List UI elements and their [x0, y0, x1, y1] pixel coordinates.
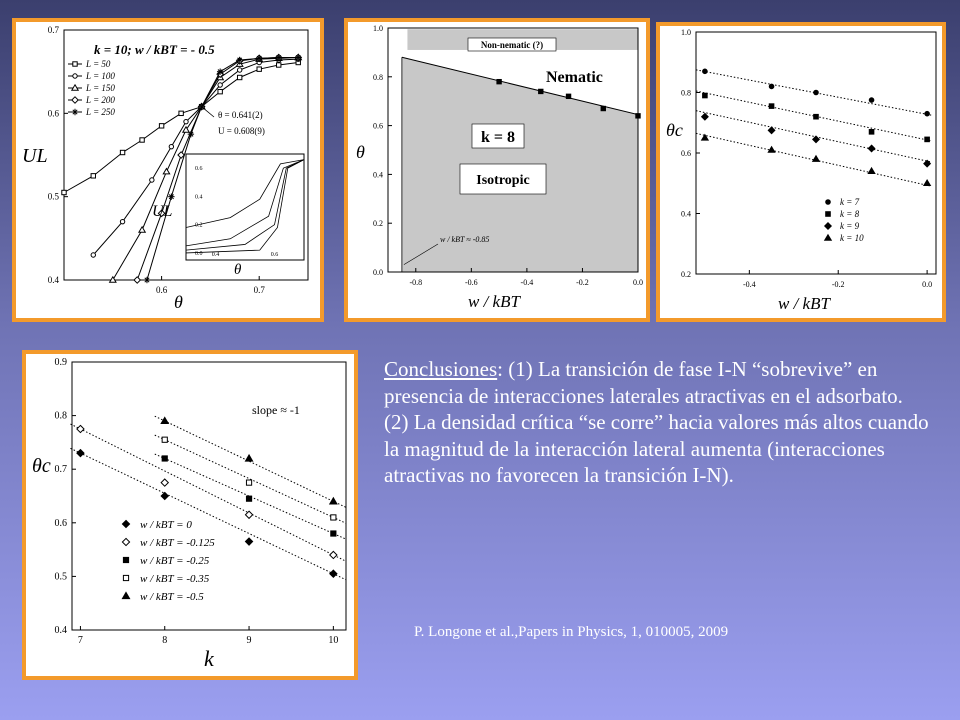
conclusion-point-1: : (1) La transición de fase I-N “sobrevive” en presencia de interacciones laterales atractivas en el adsorbato.	[384, 357, 903, 408]
phase-diagram-chart	[348, 22, 646, 318]
legend-label: L = 100	[86, 71, 115, 81]
data-point	[868, 145, 875, 152]
x-axis-label: w / kBT	[468, 292, 520, 311]
x-axis-label: k	[204, 646, 214, 671]
x-axis-tick-label: 0.0	[922, 280, 933, 289]
y-axis-tick-label: 0.9	[54, 357, 67, 368]
data-point	[162, 456, 167, 461]
critical-density-vs-interaction-chart	[660, 26, 942, 318]
legend-label: L = 200	[86, 95, 115, 105]
series-point	[140, 138, 144, 142]
y-axis-tick-label: 0.4	[47, 275, 59, 285]
y-axis-label: θ	[356, 142, 365, 162]
data-point	[161, 417, 168, 423]
inset-y-tick-label: 0.4	[195, 194, 203, 201]
k-label: k = 8	[480, 129, 516, 146]
phase-diagram-panel	[344, 18, 650, 322]
data-point	[77, 450, 84, 457]
y-axis-label: θc	[32, 455, 51, 477]
data-point	[161, 492, 168, 499]
y-axis-tick-label: 0.6	[47, 108, 59, 119]
y-axis-tick-label: 0.4	[54, 625, 67, 636]
data-point	[813, 136, 820, 143]
series-point	[163, 168, 169, 173]
data-point	[869, 130, 874, 135]
y-axis-tick-label: 0.8	[54, 410, 67, 422]
data-point	[814, 114, 819, 119]
data-point	[868, 168, 875, 174]
x-axis-tick-label: 0.0	[633, 278, 643, 287]
inset-curve	[186, 160, 304, 246]
x-axis-tick-label: 9	[246, 635, 252, 646]
y-axis-tick-label: 0.0	[373, 268, 383, 277]
inset-curve	[186, 160, 304, 253]
x-axis-tick-label: 10	[328, 635, 339, 646]
data-point	[330, 570, 337, 577]
legend-marker	[123, 557, 128, 562]
fit-line	[155, 416, 346, 507]
legend-marker	[123, 575, 128, 580]
x-axis-tick-label: -0.4	[742, 280, 756, 289]
binder-cumulant-chart-panel	[12, 18, 324, 322]
region-label-nematic: Nematic	[546, 69, 603, 86]
series-point	[257, 67, 261, 71]
critical-density-vs-k-panel	[22, 350, 358, 680]
x-axis-tick-label: 0.7	[253, 285, 265, 295]
data-point	[539, 89, 543, 93]
series-point	[62, 190, 66, 194]
legend-label: k = 7	[840, 197, 860, 207]
series-point	[183, 127, 189, 132]
data-point	[768, 147, 775, 153]
x-axis-tick-label: -0.2	[831, 280, 845, 289]
plot-frame	[696, 32, 936, 274]
legend-label: w / kBT = -0.35	[140, 573, 210, 585]
x-axis-tick-label: 7	[77, 635, 83, 646]
y-axis-tick-label: 0.2	[681, 270, 691, 279]
y-axis-tick-label: 0.2	[373, 219, 383, 229]
series-point	[237, 75, 241, 79]
data-point	[703, 69, 708, 74]
x-axis-tick-label: -0.4	[520, 278, 534, 287]
legend-marker	[72, 97, 78, 103]
series-point	[150, 178, 154, 182]
y-axis-tick-label: 1.0	[373, 24, 383, 33]
x-axis-label: θ	[174, 292, 183, 312]
data-point	[566, 94, 570, 98]
data-point	[246, 480, 251, 485]
legend-marker	[826, 212, 831, 217]
data-point	[814, 90, 819, 95]
y-axis-label: UL	[22, 145, 48, 167]
binder-cumulant-chart	[16, 22, 320, 318]
y-axis-tick-label: 0.6	[54, 517, 67, 529]
y-axis-tick-label: 0.5	[47, 191, 59, 202]
data-point	[246, 496, 251, 501]
conclusion-point-2: (2) La densidad crítica “se corre” hacia valores más altos cuando la magnitud de la interacción lateral aumenta (interacciones atractivas no favorecen la transición I-N).	[384, 410, 929, 487]
critical-annotation: w / kBT ≈ -0.85	[440, 235, 490, 244]
legend-label: k = 8	[840, 209, 860, 219]
legend-marker	[122, 520, 129, 527]
legend-marker	[826, 200, 831, 205]
legend-label: k = 9	[840, 221, 860, 231]
legend-marker	[73, 62, 77, 66]
inset-y-label: UL	[152, 203, 173, 220]
legend-marker	[825, 235, 832, 241]
data-point	[497, 79, 501, 83]
legend-marker	[122, 538, 129, 545]
slope-annotation: slope ≈ -1	[252, 403, 300, 417]
critical-density-vs-interaction-panel	[656, 22, 946, 322]
inset-x-tick-label: 0.6	[270, 252, 279, 258]
data-point	[330, 498, 337, 504]
y-axis-tick-label: 0.7	[47, 25, 59, 35]
data-point	[924, 180, 931, 186]
series-point	[184, 119, 188, 123]
y-axis-label: θc	[666, 120, 683, 140]
x-axis-tick-label: -0.2	[576, 278, 589, 287]
plot-frame	[72, 362, 346, 630]
crossing-arrow	[202, 107, 214, 117]
region-label-isotropic: Isotropic	[476, 173, 530, 188]
data-point	[925, 111, 930, 116]
conclusions-text	[384, 356, 944, 489]
inset-x-label: θ	[234, 262, 242, 278]
data-point	[161, 479, 168, 486]
x-axis-label: w / kBT	[778, 294, 830, 313]
annotation-theta: θ = 0.641(2)	[218, 110, 263, 120]
data-point	[162, 437, 167, 442]
inset-y-tick-label: 0.2	[195, 222, 203, 229]
data-point	[813, 156, 820, 162]
data-point	[245, 538, 252, 545]
data-point	[330, 551, 337, 558]
legend-label: w / kBT = -0.5	[140, 591, 204, 603]
x-axis-tick-label: 0.6	[155, 285, 168, 295]
legend-marker	[122, 592, 129, 598]
y-axis-tick-label: 1.0	[681, 28, 691, 37]
series-point	[179, 111, 183, 115]
data-point	[769, 84, 774, 89]
legend-marker	[72, 109, 78, 115]
series-point	[218, 83, 222, 87]
annotation-ul: U = 0.608(9)	[218, 126, 265, 136]
legend-label: w / kBT = 0	[140, 519, 192, 531]
conclusions-keyword: Conclusiones	[384, 357, 498, 381]
legend-label: k = 10	[840, 233, 864, 243]
series-point	[237, 68, 241, 72]
series-point	[139, 227, 145, 232]
data-point	[245, 455, 252, 461]
y-axis-tick-label: 0.8	[681, 88, 691, 98]
series-point	[218, 89, 222, 93]
series-point	[120, 219, 124, 223]
y-axis-tick-label: 0.8	[373, 72, 383, 82]
y-axis-tick-label: 0.4	[681, 209, 691, 219]
series-line	[113, 58, 298, 281]
data-point	[331, 531, 336, 536]
y-axis-tick-label: 0.4	[373, 170, 383, 180]
data-point	[601, 106, 605, 110]
series-point	[168, 193, 174, 199]
citation: P. Longone et al.,Papers in Physics, 1, 010005, 2009	[414, 624, 729, 640]
fit-line	[155, 435, 346, 523]
data-point	[769, 104, 774, 109]
inset-curve	[186, 160, 304, 250]
inset-x-tick-label: 0.4	[211, 252, 220, 258]
series-point	[159, 124, 163, 128]
inset-y-tick-label: 0.6	[195, 166, 203, 173]
legend-label: L = 50	[86, 59, 111, 69]
inset-y-tick-label: 0.0	[195, 250, 203, 257]
series-point	[277, 63, 281, 67]
series-point	[91, 253, 95, 257]
x-axis-tick-label: -0.6	[464, 278, 478, 287]
data-point	[768, 127, 775, 134]
series-point	[169, 144, 173, 148]
x-axis-tick-label: -0.8	[409, 278, 423, 287]
critical-density-vs-k-chart	[26, 354, 354, 676]
series-point	[120, 150, 124, 154]
data-point	[703, 93, 708, 98]
series-point	[144, 277, 150, 283]
legend-label: L = 250	[86, 107, 115, 117]
chart-title: k = 10; w / kBT = - 0.5	[94, 42, 215, 57]
y-axis-tick-label: 0.6	[681, 149, 691, 158]
series-point	[91, 174, 95, 178]
series-point	[134, 277, 140, 283]
y-axis-tick-label: 0.7	[54, 464, 67, 476]
legend-marker	[825, 223, 832, 230]
legend-label: w / kBT = -0.125	[140, 537, 215, 549]
data-point	[77, 425, 84, 432]
region-label-non-nematic: Non-nematic (?)	[480, 40, 544, 50]
x-axis-tick-label: 8	[162, 635, 168, 646]
legend-label: w / kBT = -0.25	[140, 555, 210, 567]
legend-label: L = 150	[86, 83, 115, 93]
data-point	[925, 137, 930, 142]
data-point	[331, 515, 336, 520]
data-point	[869, 98, 874, 103]
y-axis-tick-label: 0.5	[54, 571, 67, 583]
y-axis-tick-label: 0.6	[373, 121, 383, 131]
data-point	[702, 113, 709, 120]
legend-marker	[73, 74, 77, 78]
